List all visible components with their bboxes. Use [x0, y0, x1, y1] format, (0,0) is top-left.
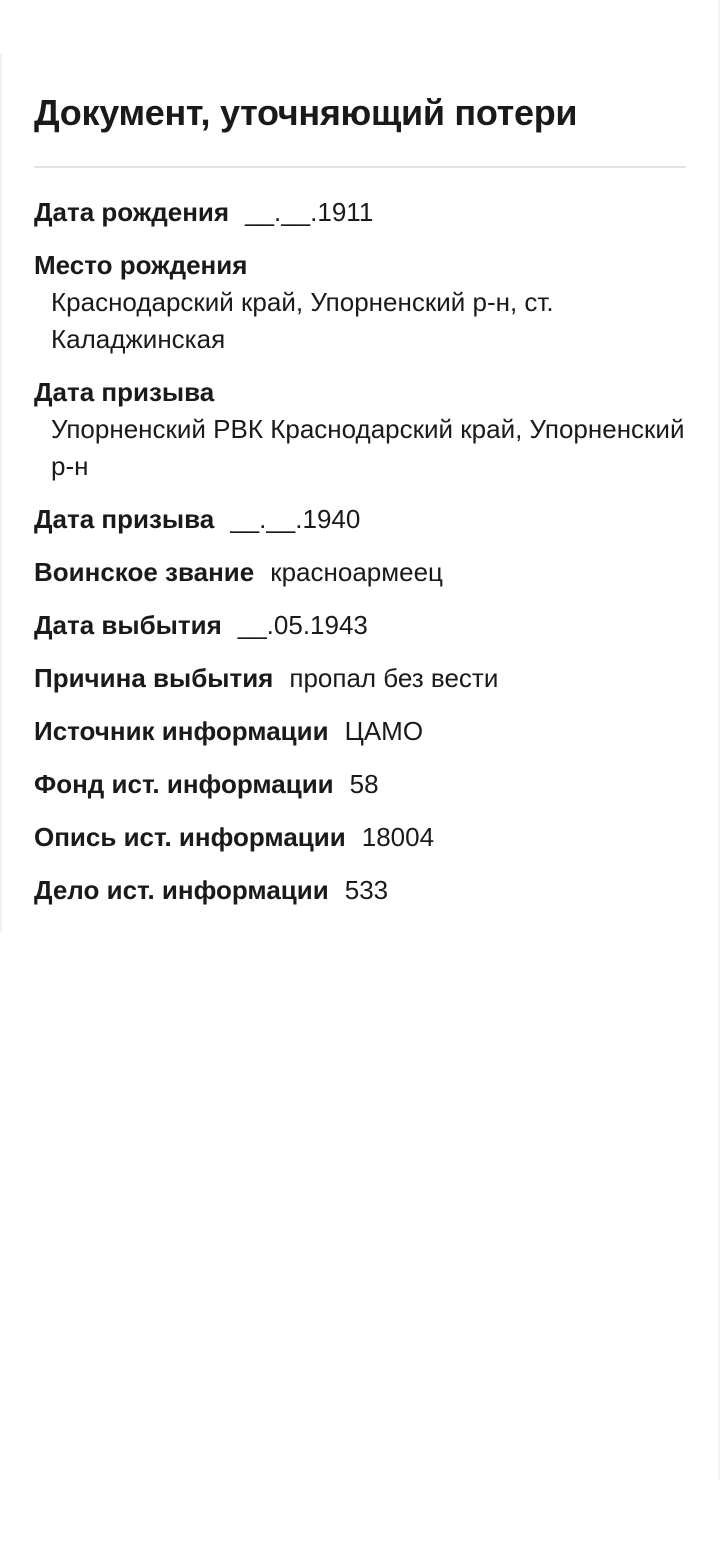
field-rank — [34, 554, 686, 591]
field-delo — [34, 872, 686, 909]
field-value: Упорненский РВК Краснодарский край, Упорненский р-н — [51, 414, 685, 481]
field-source — [34, 713, 686, 750]
field-label: Дата призыва — [34, 504, 215, 534]
field-label: Дата выбытия — [34, 610, 222, 640]
field-value: 18004 — [361, 822, 435, 852]
field-value: 58 — [349, 769, 379, 799]
field-birth-place — [34, 247, 686, 358]
field-birth-date — [34, 194, 686, 231]
field-value: красноармеец — [270, 557, 443, 587]
left-border — [0, 54, 2, 932]
title-divider — [34, 166, 686, 168]
field-draft-office — [34, 374, 686, 485]
field-label: Причина выбытия — [34, 663, 274, 693]
field-value: ЦАМО — [344, 716, 424, 746]
field-label: Опись ист. информации — [34, 822, 346, 852]
field-label: Место рождения — [34, 250, 248, 280]
field-draft-date — [34, 501, 686, 538]
field-fond — [34, 766, 686, 803]
field-departure-date — [34, 607, 686, 644]
field-opis — [34, 819, 686, 856]
document-card — [34, 90, 686, 925]
field-label: Воинское звание — [34, 557, 255, 587]
document-title: Документ, уточняющий потери — [34, 92, 578, 133]
field-label: Дата рождения — [34, 197, 230, 227]
field-value: __.__.1940 — [230, 504, 361, 534]
field-value: 533 — [344, 875, 389, 905]
field-label: Дата призыва — [34, 377, 215, 407]
field-value: __.05.1943 — [237, 610, 368, 640]
field-label: Дело ист. информации — [34, 875, 329, 905]
field-value: Краснодарский край, Упорненский р-н, ст. Каладжинская — [51, 287, 554, 354]
field-departure-reason — [34, 660, 686, 697]
field-value: __.__.1911 — [245, 197, 374, 227]
field-label: Фонд ист. информации — [34, 769, 334, 799]
field-value: пропал без вести — [289, 663, 499, 693]
field-label: Источник информации — [34, 716, 329, 746]
